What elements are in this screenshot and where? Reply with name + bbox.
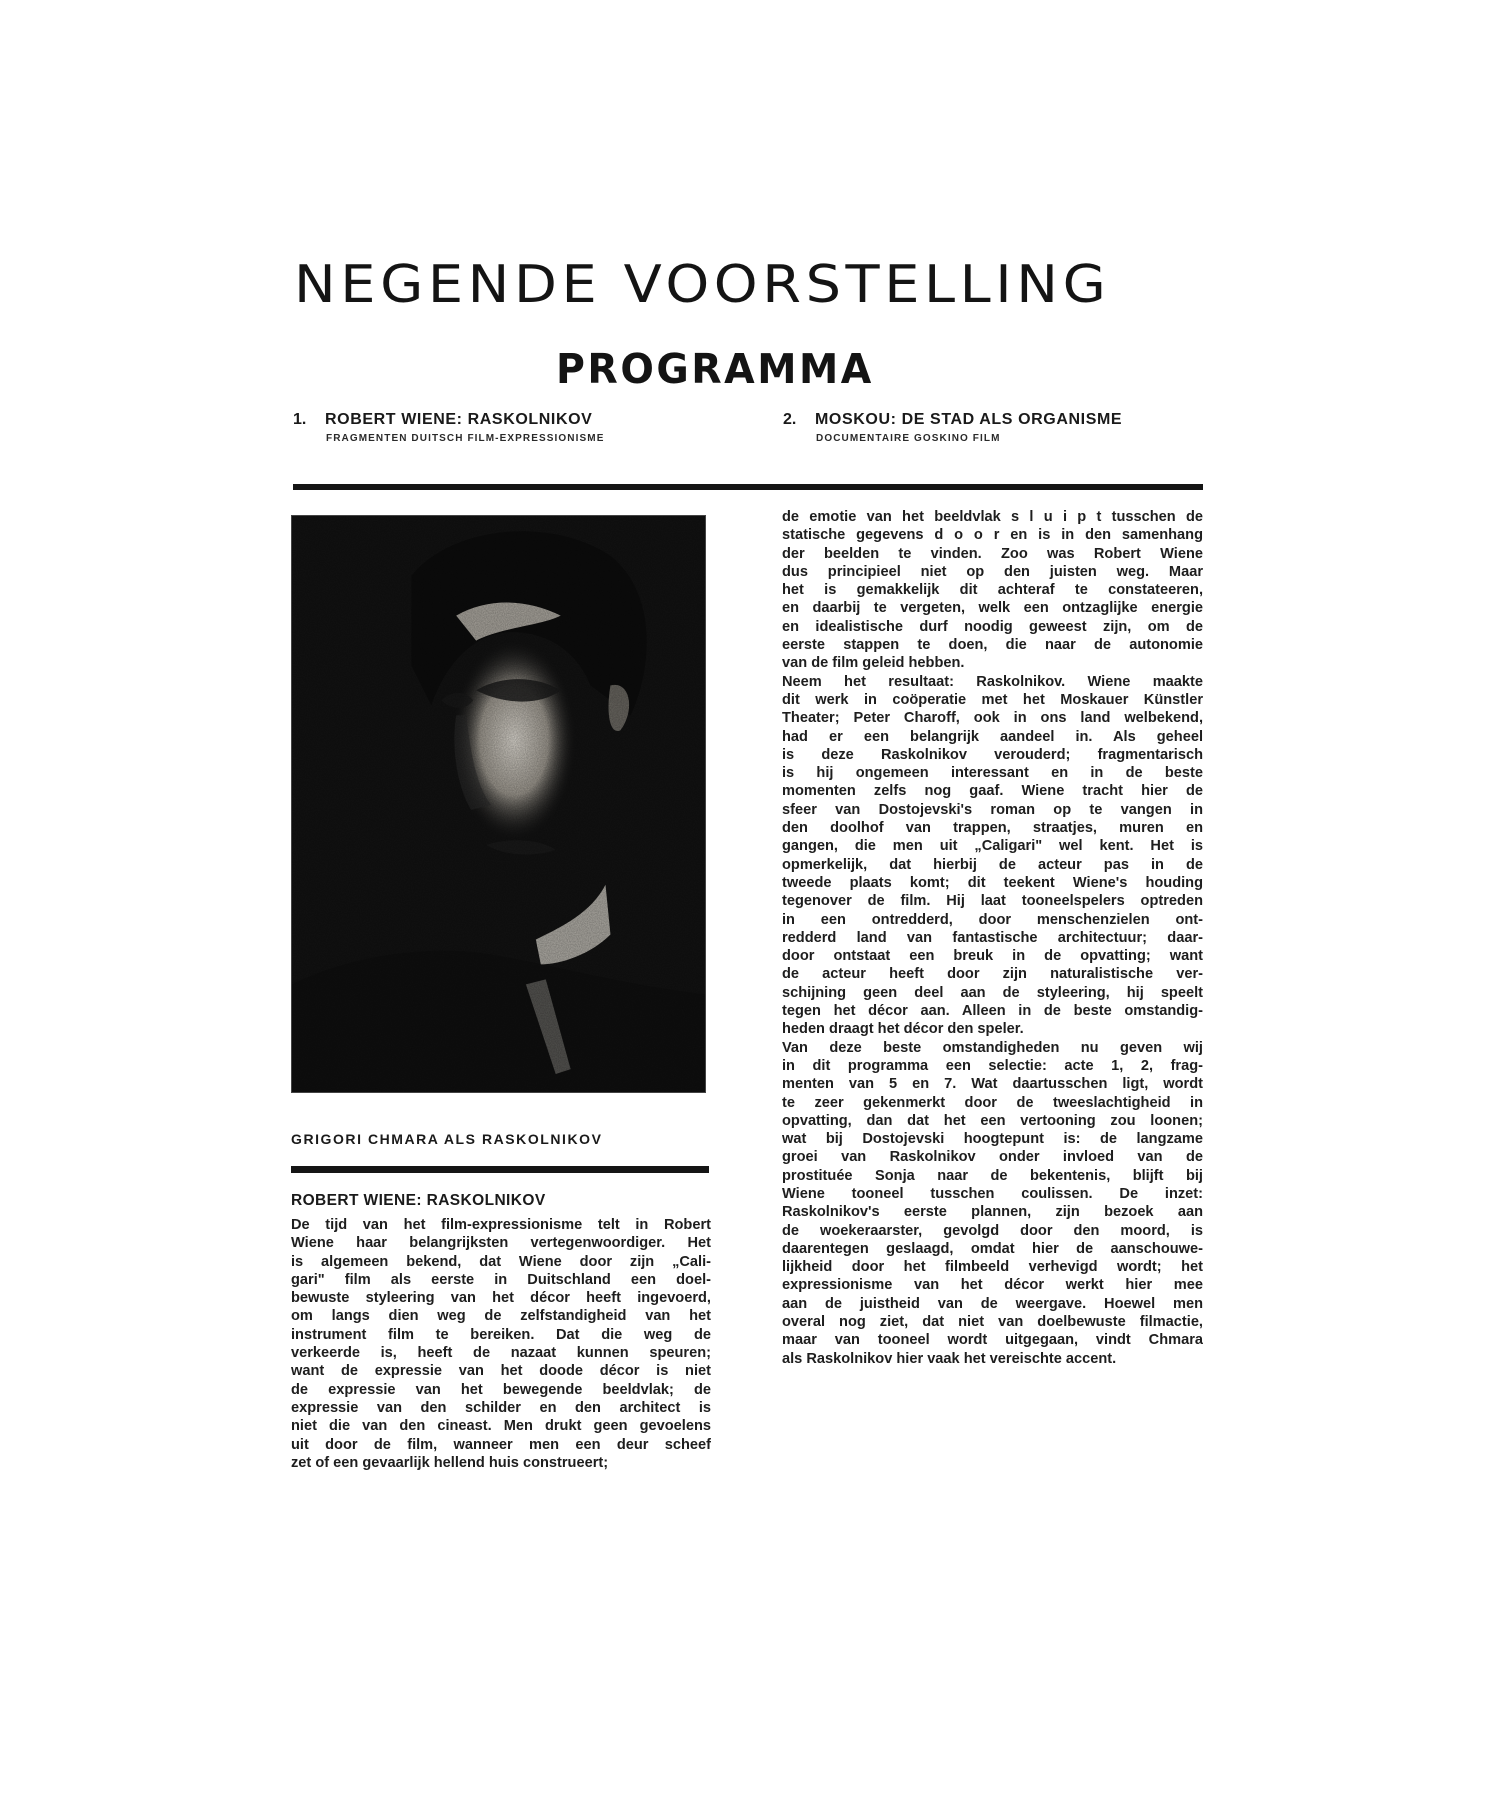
text-line: opmerkelijk, dat hierbij de acteur pas in de <box>782 856 1203 873</box>
programme-item-description: FRAGMENTEN DUITSCH FILM-EXPRESSIONISME <box>326 433 605 444</box>
text-line: opvatting, dan dat het een vertooning zou loonen; <box>782 1112 1203 1129</box>
text-line: Wiene haar belangrijksten vertegenwoordiger. Het <box>291 1235 711 1252</box>
text-line: verkeerde is, heeft de nazaat kunnen speuren; <box>291 1345 711 1362</box>
programme-item-number: 1. <box>293 411 307 428</box>
text-line: om langs dien weg de zelfstandigheid van het <box>291 1308 711 1325</box>
text-line: De tijd van het film-expressionisme telt in Robert <box>291 1217 711 1233</box>
text-line: in dit programma een selectie: acte 1, 2, frag- <box>782 1057 1203 1074</box>
text-line: Theater; Peter Charoff, ook in ons land welbekend, <box>782 710 1203 727</box>
page-title: NEGENDE VOORSTELLING <box>294 255 1111 316</box>
text-line: want de expressie van het doode décor is niet <box>291 1363 711 1380</box>
text-line: gangen, die men uit „Caligari" wel kent. Het is <box>782 838 1203 855</box>
text-line: schijning geen deel aan de styleering, hij speelt <box>782 984 1203 1001</box>
programme-item-title: ROBERT WIENE: RASKOLNIKOV <box>325 411 593 428</box>
article-column-left <box>291 1216 711 1472</box>
text-line: gari" film als eerste in Duitschland een doel- <box>291 1271 711 1288</box>
text-line: wat bij Dostojevski hoogtepunt is: de langzame <box>782 1131 1203 1148</box>
text-line: de woekeraarster, gevolgd door den moord, is <box>782 1222 1203 1239</box>
text-line: lijkheid door het filmbeeld verhevigd wordt; het <box>782 1259 1203 1276</box>
text-line: zet of een gevaarlijk hellend huis construeert; <box>291 1454 609 1471</box>
programme-item-description: DOCUMENTAIRE GOSKINO FILM <box>816 433 1001 444</box>
programme-heading: PROGRAMMA <box>556 345 874 393</box>
text-line: der beelden te vinden. Zoo was Robert Wiene <box>782 545 1203 562</box>
text-line: dus principieel niet op den juisten weg. Maar <box>782 563 1203 580</box>
text-line: is algemeen bekend, dat Wiene door zijn „Cali- <box>291 1253 711 1270</box>
text-line: den doolhof van trappen, straatjes, muren en <box>782 820 1203 837</box>
text-line: niet die van den cineast. Men drukt geen gevoelens <box>291 1418 711 1435</box>
text-line: menten van 5 en 7. Wat daartusschen ligt, wordt <box>782 1076 1203 1093</box>
text-line: is hij ongemeen interessant en in de beste <box>782 765 1203 782</box>
text-line: heden draagt het décor den speler. <box>782 1021 1024 1038</box>
portrait-illustration <box>292 516 705 1092</box>
text-line: in een ontredderd, door menschenzielen ont- <box>782 911 1203 928</box>
text-line: sfeer van Dostojevski's roman op te vangen in <box>782 801 1203 818</box>
article-column-right <box>782 508 1203 1368</box>
portrait-photo <box>291 515 706 1093</box>
article-heading: ROBERT WIENE: RASKOLNIKOV <box>291 1192 546 1209</box>
text-line: overal nog ziet, dat niet van doelbewuste filmactie, <box>782 1314 1203 1331</box>
text-line: is deze Raskolnikov verouderd; fragmentarisch <box>782 746 1203 763</box>
text-line: expressie van den schilder en den architect is <box>291 1399 711 1416</box>
text-line: uit door de film, wanneer men een deur scheef <box>291 1436 711 1453</box>
text-line: de acteur heeft door zijn naturalistische ver- <box>782 966 1203 983</box>
horizontal-rule <box>291 1166 709 1173</box>
text-line: daarentegen geslaagd, omdat hier de aanschouwe- <box>782 1240 1203 1257</box>
text-line: de emotie van het beeldvlak s l u i p t tusschen de <box>782 509 1203 525</box>
text-line: eerste stappen te doen, die naar de autonomie <box>782 637 1203 654</box>
text-line: door ontstaat een breuk in de opvatting; want <box>782 948 1203 965</box>
text-line: tegenover de film. Hij laat tooneelspelers optreden <box>782 893 1203 910</box>
text-line: momenten zelfs nog gaaf. Wiene tracht hier de <box>782 783 1203 800</box>
text-line: statische gegevens d o o r en is in den samenhang <box>782 527 1203 544</box>
text-line: te zeer gekenmerkt door de tweeslachtigheid in <box>782 1094 1203 1111</box>
text-line: de expressie van het bewegende beeldvlak; de <box>291 1381 711 1398</box>
text-line: het is gemakkelijk dit achteraf te constateeren, <box>782 582 1203 599</box>
text-line: tegen het décor aan. Alleen in de beste omstandig- <box>782 1003 1203 1020</box>
text-line: bewuste styleering van het décor heeft ingevoerd, <box>291 1290 711 1307</box>
text-line: als Raskolnikov hier vaak het vereischte accent. <box>782 1350 1117 1367</box>
text-line: maar van tooneel wordt uitgegaan, vindt Chmara <box>782 1332 1203 1349</box>
programme-item-number: 2. <box>783 411 797 428</box>
text-line: Raskolnikov's eerste plannen, zijn bezoek aan <box>782 1204 1203 1221</box>
text-line: Wiene tooneel tusschen coulissen. De inzet: <box>782 1185 1203 1202</box>
text-line: had er een belangrijk aandeel in. Als geheel <box>782 728 1203 745</box>
text-line: van de film geleid hebben. <box>782 655 965 672</box>
text-line: dit werk in coöperatie met het Moskauer Künstler <box>782 691 1203 708</box>
text-line: en daarbij te vergeten, welk een ontzaglijke energie <box>782 600 1203 617</box>
horizontal-rule <box>293 484 1203 490</box>
text-line: instrument film te bereiken. Dat die weg de <box>291 1326 711 1343</box>
text-line: prostituée Sonja naar de bekentenis, blijft bij <box>782 1167 1203 1184</box>
text-line: Neem het resultaat: Raskolnikov. Wiene maakte <box>782 673 1203 690</box>
text-line: groei van Raskolnikov onder invloed van de <box>782 1149 1203 1166</box>
text-line: expressionisme van het décor werkt hier mee <box>782 1277 1203 1294</box>
text-line: redderd land van fantastische architectuur; daar- <box>782 929 1203 946</box>
text-line: tweede plaats komt; dit teekent Wiene's houding <box>782 874 1203 891</box>
photo-caption: GRIGORI CHMARA ALS RASKOLNIKOV <box>291 1131 603 1147</box>
text-line: en idealistische durf noodig geweest zijn, om de <box>782 618 1203 635</box>
programme-item-title: MOSKOU: DE STAD ALS ORGANISME <box>815 411 1123 428</box>
text-line: aan de juistheid van de weergave. Hoewel men <box>782 1295 1203 1312</box>
text-line: Van deze beste omstandigheden nu geven wij <box>782 1039 1203 1056</box>
